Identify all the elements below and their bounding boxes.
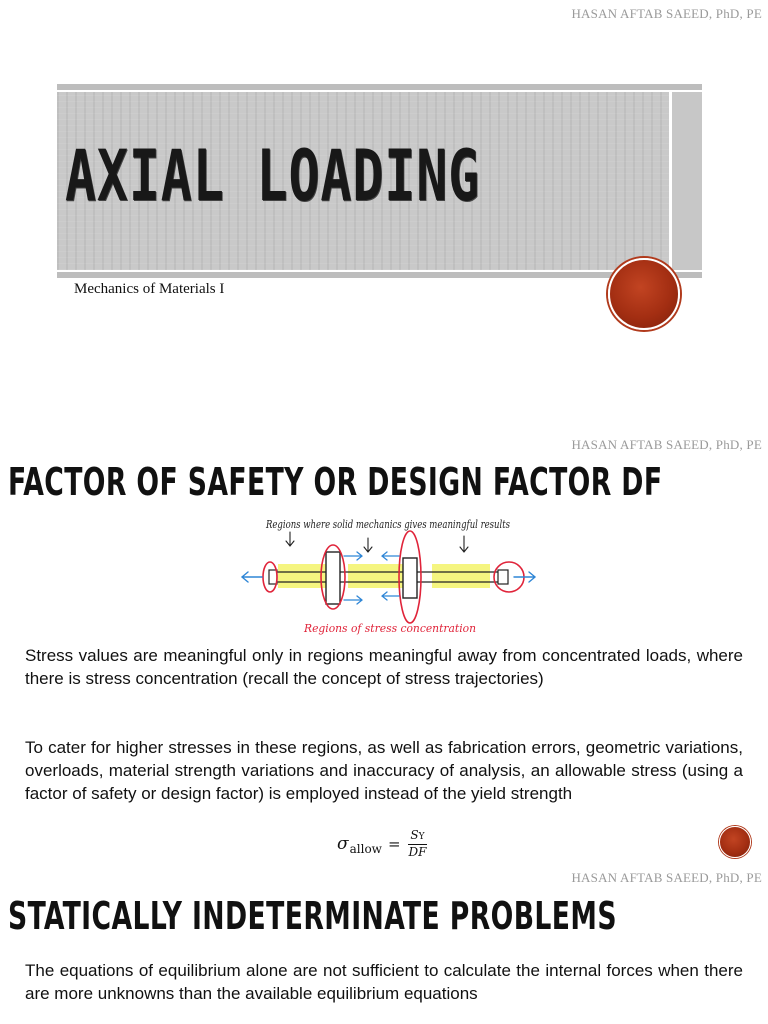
slide-title: AXIAL LOADING (65, 135, 481, 217)
decorative-red-circle-icon (719, 826, 751, 858)
formula-sigma: σ (337, 833, 349, 854)
banner-bottom-rule (57, 272, 702, 278)
paragraph-stress-values: Stress values are meaningful only in regions meaningful away from concentrated loads, where there is stress concentration (recall the concept of stress trajectories) (25, 646, 743, 688)
slide-subtitle: Mechanics of Materials I (74, 281, 225, 297)
decorative-red-circle-icon (608, 258, 680, 330)
formula-denominator: DF (408, 845, 427, 859)
formula-equals: = (387, 834, 401, 853)
formula-fraction (407, 828, 429, 859)
author-credit-1: HASAN AFTAB SAEED, PhD, PE (571, 6, 762, 21)
banner-top-rule (57, 84, 702, 90)
stress-concentration-sketch (236, 506, 542, 644)
annotation-meaningful-regions: Regions where solid mechanics gives meaningful results (265, 518, 511, 531)
allowable-stress-formula (337, 828, 428, 859)
author-credit-3: HASAN AFTAB SAEED, PhD, PE (571, 870, 762, 885)
paragraph-equilibrium: The equations of equilibrium alone are not sufficient to calculate the internal forces when there are more unknowns than the available equilibrium equations (25, 961, 743, 1003)
formula-numerator (408, 828, 426, 845)
section-heading-statically-indeterminate: STATICALLY INDETERMINATE PROBLEMS (8, 894, 617, 938)
formula-numerator-subscript: Y (418, 832, 425, 842)
annotation-stress-concentration: Regions of stress concentration (303, 622, 476, 635)
title-banner (57, 84, 702, 278)
formula-numerator-symbol: S (410, 828, 419, 842)
section-heading-factor-of-safety: FACTOR OF SAFETY OR DESIGN FACTOR DF (8, 460, 663, 504)
author-credit-2: HASAN AFTAB SAEED, PhD, PE (571, 437, 762, 452)
banner-side-strip (672, 92, 702, 270)
paragraph-allowable-stress: To cater for higher stresses in these regions, as well as fabrication errors, geometric variations, overloads, material strength variations and inaccuracy of analysis, an allowable stress (using a factor of safety or design factor) is employed instead of the yield strength (25, 738, 743, 803)
formula-sigma-subscript: allow (349, 841, 382, 856)
